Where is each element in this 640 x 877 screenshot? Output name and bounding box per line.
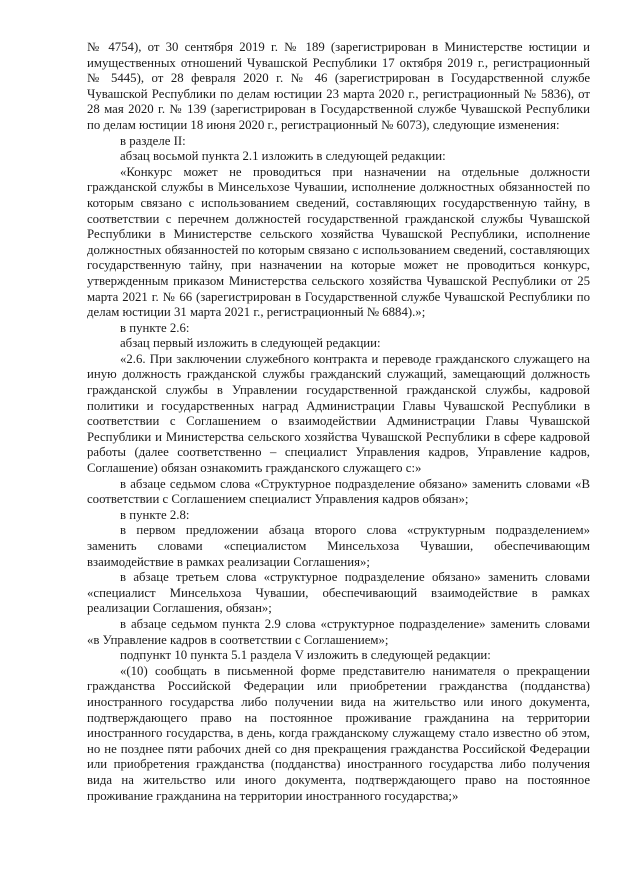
- paragraph-13: подпункт 10 пункта 5.1 раздела V изложить в следующей редакции:: [120, 648, 491, 663]
- paragraph-3: абзац восьмой пункта 2.1 изложить в следующей редакции:: [120, 149, 446, 164]
- paragraph-8: в абзаце седьмом слова «Структурное подразделение обязано» заменить словами «В соответствии с Соглашением специалист Управления кадров обязан»;: [87, 476, 590, 507]
- paragraph-9: в пункте 2.8:: [120, 507, 190, 522]
- paragraph-6: абзац первый изложить в следующей редакции:: [120, 336, 381, 351]
- paragraph-4: «Конкурс может не проводиться при назначении на отдельные должности гражданской службы в Минсельхозе Чувашии, исполнение должностных обязанностей по которым связано с использованием сведений, составляющих государственную тайну, в соответствии с перечнем должностей государственной гражданской службы Чувашской Республики в Министерстве сельского хозяйства Чувашской Республики, исполнение должностных обязанностей по которым связано с использованием сведений, составляющих государственную тайну, при назначении на которые может не проводиться конкурс, утвержденным приказом Министерства сельского хозяйства Чувашской Республики от 25 марта 2021 г. № 66 (зарегистрирован в Государственной службе Чувашской Республики по делам юстиции 31 марта 2021 г., регистрационный № 6884).»;: [87, 164, 590, 320]
- paragraph-14: «(10) сообщать в письменной форме представителю нанимателя о прекращении гражданства Российской Федерации или приобретении гражданства (подданства) иностранного государства либо получении вида на жительство или иного документа, подтверждающего право на постоянное проживание гражданина на территории иностранного государства, в день, когда гражданскому служащему стало известно об этом, но не позднее пяти рабочих дней со дня прекращения гражданства Российской Федерации или приобретения гражданства (подданства) иностранного государства либо получения вида на жительство или иного документа, подтверждающего право на постоянное проживание гражданина на территории иностранного государства;»: [87, 663, 590, 803]
- paragraph-2: в разделе II:: [120, 133, 186, 148]
- paragraph-7: «2.6. При заключении служебного контракта и переводе гражданского служащего на иную должность гражданской службы гражданский служащий, замещающий должность гражданской службы в Управлении государственной гражданской службы, кадровой политики и государственных наград Администрации Главы Чувашской Республики в соответствии с Соглашением о взаимодействии Администрации Главы Чувашской Республики и Министерства сельского хозяйства Чувашской Республики в сфере кадровой работы (далее соответственно – специалист Управления кадров, Управление кадров, Соглашение) обязан ознакомить гражданского служащего с:»: [87, 351, 590, 476]
- paragraph-11: в абзаце третьем слова «структурное подразделение обязано» заменить словами «специалист Минсельхоза Чувашии, обеспечивающий взаимодействие в рамках реализации Соглашения, обязан»;: [87, 570, 590, 616]
- paragraph-1: № 4754), от 30 сентября 2019 г. № 189 (зарегистрирован в Министерстве юстиции и имущественных отношений Чувашской Республики 17 октября 2019 г., регистрационный № 5445), от 28 февраля 2020 г. № 46 (зарегистрирован в Государственной службе Чувашской Республики по делам юстиции 23 марта 2020 г., регистрационный № 5836), от 28 мая 2020 г. № 139 (зарегистрирован в Государственной службе Чувашской Республики по делам юстиции 18 июня 2020 г., регистрационный № 6073), следующие изменения:: [87, 40, 590, 132]
- paragraph-5: в пункте 2.6:: [120, 320, 190, 335]
- paragraph-10: в первом предложении абзаца второго слова «структурным подразделением» заменить словами «специалистом Минсельхоза Чувашии, обеспечивающим взаимодействие в рамках реализации Соглашения»;: [87, 523, 590, 569]
- paragraph-12: в абзаце седьмом пункта 2.9 слова «структурное подразделение» заменить словами «в Управление кадров в соответствии с Соглашением»;: [87, 616, 590, 647]
